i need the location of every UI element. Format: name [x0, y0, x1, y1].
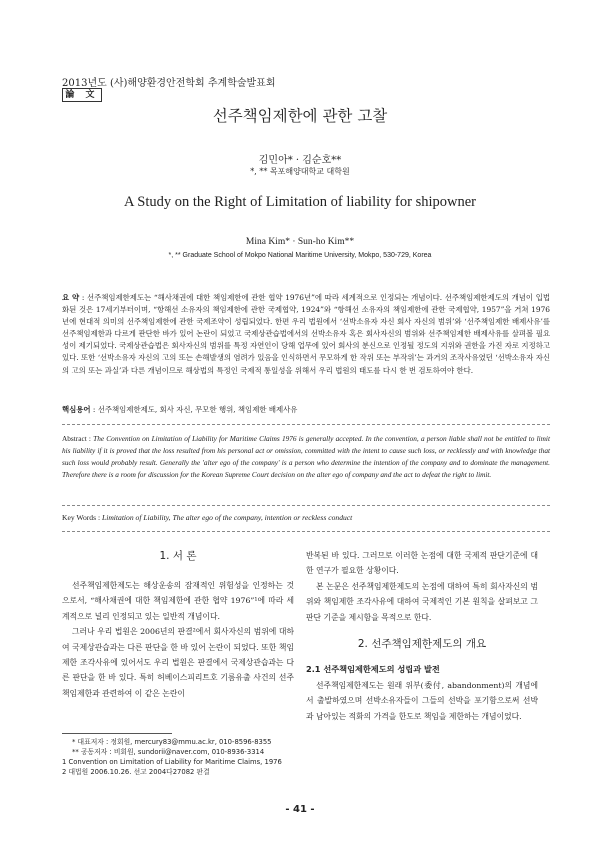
abstract-korean [62, 292, 550, 377]
title-korean: 선주책임제한에 관한 고찰 [212, 107, 388, 125]
abstract-english-label: Abstract [62, 434, 87, 443]
affiliation-korean: *, ** 목포해양대학교 대학원 [250, 167, 350, 176]
paragraph: 반복된 바 있다. 그러므로 이러한 논점에 대한 국제적 판단기준에 대한 연구가 필요한 상황이다. [306, 551, 538, 576]
keywords-korean [62, 404, 550, 415]
affiliation-english: *, ** Graduate School of Mokpo National Maritime University, Mokpo, 530-729, Korea [168, 252, 432, 259]
section-1-continued [306, 548, 538, 625]
abstract-korean-label: 요 약 [62, 293, 80, 302]
section-2-1-heading: 2.1 선주책임제한제도의 성립과 발전 [306, 664, 440, 674]
keywords-english-label: Key Words [62, 513, 97, 522]
authors-korean: 김민아* · 김순호** [258, 155, 342, 166]
keywords-english-text: Limitation of Liability, The alter ego of the company, intention or reckless conduct [101, 513, 353, 522]
footnote: 2 대법원 2006.10.26. 선고 2004다27082 판결 [62, 768, 210, 776]
paragraph: 선주책임제한제도는 원래 위부(委付, abandonment)의 개념에서 출발하였으며 선박소유자들이 그들의 선박을 포기함으로써 선박과 남아있는 적화의 가격을 한도로 책임을 제한하는 개념이었다. [306, 681, 538, 721]
abstract-korean-text: : 선주책임제한제도는 “해사채권에 대한 책임제한에 관한 협약 1976년”에 따라 세계적으로 인정되는 개념이다. 선주책임제한제도의 개념이 입법화된 것은 17세기부터이며, “항해선 소유자의 책임제한에 관한 국제협약, 1924”와 “항해선 소유자의 책임제한에 관한 국제협약, 1957”을 거쳐 1976년에 현대적 의미의 선주책임제한에 관한 국제조약이 성립되었다. 한편 우리 법원에서 ‘선박소유자 자신 회사 자신의 범위’와 ‘선주책임제한 배제사유’를 선주책임제한과 다르게 판단한 바가 있어 논란이 되었고 국제상관습법에서의 선박소유자 혹은 회사자신의 범위와 선주책임제한 배제사유를 살펴볼 필요성이 제기되었다. 국제상관습법은 회사자신의 범위를 특정 자연인이 당해 업무에 있어 회사의 분신으로 인정될 정도의 지위와 권한을 가진 자로 지정하고 있다. 또한 ‘선박소유자 자신의 고의 또는 손해발생의 염려가 있음을 인식하면서 무모하게 한 작위 또는 부작위’는 과거의 조작사유였던 ‘선박소유자 자신의 고의 또는 과실’과 다른 개념이므로 해상법의 특정인 국제적 통일성을 위해서 우리 법원의 태도를 다시 한 번 검토하여야 한다. [62, 293, 550, 375]
keywords-korean-text: : 선주책임제한제도, 회사 자신, 무모한 행위, 책임제한 배제사유 [90, 405, 298, 414]
section-1-heading: 1. 서 론 [159, 550, 197, 562]
abstract-english-text: The Convention on Limitation of Liability for Maritime Claims 1976 is generally accepted. In the convention, a person liable shall not be entitled to limit his liability if it is proved that the loss resulted from his personal act or omission, committed with the intent to cause such loss, or recklessly and with knowledge that such loss would probably result. Generally the 'alter ego of the company' is a person who determine the intention of the company and to dominate the management. Therefore there is a room for discussion for the Korean Supreme Court decision on the alter ego of company and the act to defeat the right to limit. [62, 434, 550, 479]
footnote: 1 Convention on Limitation of Liability for Maritime Claims, 1976 [62, 758, 282, 766]
paragraph: 선주책임제한제도는 해상운송의 잠재적인 위험성을 인정하는 것으로서, “해사채권에 대한 책임제한에 관한 협약 1976”¹에 따라 세계적으로 널리 인정되고 있는 일반적 개념이다. [62, 581, 294, 621]
page-number: - 41 - [285, 804, 315, 815]
title-english: A Study on the Right of Limitation of liability for shipowner [123, 194, 476, 210]
divider [62, 505, 550, 506]
section-2-body [306, 678, 538, 724]
divider [62, 424, 550, 425]
section-1-body [62, 578, 294, 701]
paragraph: 그러나 우리 법원은 2006년의 판결²에서 회사자신의 범위에 대하여 국제상관습과는 다른 판단을 한 바 있어 논란이 되었다. 또한 책임제한 조각사유에 있어서도 우리 법원은 판결에서 국제상관습과는 다른 판단을 한 바 있다. 특히 허베이스피리트호 기름유출 사건의 선주책임제한과 관련하여 이 같은 논란이 [62, 627, 294, 698]
keywords-korean-label: 핵심용어 [62, 405, 91, 414]
authors-english: Mina Kim* · Sun-ho Kim** [245, 237, 355, 247]
footnote: * 대표저자 : 정회원, mercury83@mmu.ac.kr, 010-8596-8355 [72, 738, 272, 746]
footnote-rule [62, 733, 172, 734]
conference-header: 2013년도 (사)해양환경안전학회 추계학술발표회 [62, 78, 276, 89]
paragraph: 본 논문은 선주책임제한제도의 논점에 대하여 특히 회사자신의 범위와 책임제한 조각사유에 대하여 국제적인 기본 원칙을 살펴보고 그 판단 기준을 제시함을 목적으로 한다. [306, 581, 538, 622]
section-2-heading: 2. 선주책임제한제도의 개요 [357, 638, 487, 650]
footnotes [62, 737, 302, 777]
footnote: ** 공동저자 : 비회원, sundorii@naver.com, 010-8936-3314 [72, 748, 265, 756]
keywords-english: Key Words : Limitation of Liability, The alter ego of the company, intention or reckless conduct [62, 513, 353, 522]
divider [62, 531, 550, 532]
abstract-english: Abstract : The Convention on Limitation of Liability for Maritime Claims 1976 is generally accepted. In the convention, a person liable shall not be entitled to limit his liability if it is proved that the loss resulted from his personal act or omission, committed with the intent to cause such loss, or recklessly and with knowledge that such loss would probably result. Generally the 'alter ego of the company' is a person who determine the intention of the company and to dominate the management. Therefore there is a room for discussion for the Korean Supreme Court decision on the alter ego of company and the act to defeat the right to limit. [62, 434, 550, 479]
article-type-tag: 論 文 [62, 88, 102, 102]
